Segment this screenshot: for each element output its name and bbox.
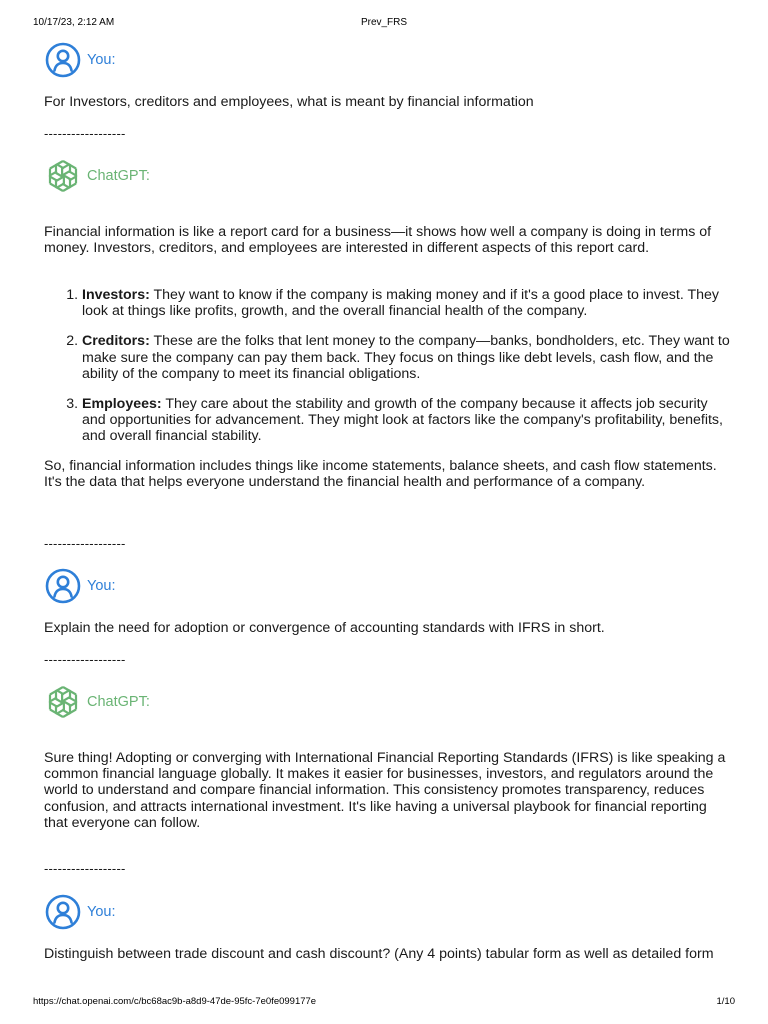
chatgpt-message-1-intro: Financial information is like a report card for a business—it shows how well a company is doing in terms of money. Investors, creditors, and employees are interested in different aspects of this report card. xyxy=(44,224,712,257)
list-item xyxy=(82,396,734,445)
page-number: 1/10 xyxy=(716,996,735,1007)
user-message-3: Distinguish between trade discount and cash discount? (Any 4 points) tabular form as well as detailed form xyxy=(44,946,714,962)
user-avatar-icon xyxy=(44,893,82,931)
openai-logo-icon xyxy=(44,683,82,721)
openai-logo-icon xyxy=(44,157,82,195)
print-footer xyxy=(33,996,735,1008)
print-datetime: 10/17/23, 2:12 AM xyxy=(33,17,115,28)
list-item-text: These are the folks that lent money to the company—banks, bondholders, etc. They want to make sure the company can pay them back. They focus on things like debt levels, cash flow, and the ability of the company to meet its financial obligations. xyxy=(82,333,730,382)
divider: ------------------ xyxy=(44,652,126,667)
user-avatar-icon xyxy=(44,567,82,605)
list-item-term: Employees: xyxy=(82,396,162,413)
user-speaker-1 xyxy=(44,42,116,78)
chatgpt-speaker-2 xyxy=(44,684,150,720)
divider: ------------------ xyxy=(44,536,126,551)
user-speaker-3 xyxy=(44,894,116,930)
list-item-term: Creditors: xyxy=(82,333,150,350)
list-item xyxy=(82,333,734,382)
divider: ------------------ xyxy=(44,861,126,876)
user-message-2: Explain the need for adoption or convergence of accounting standards with IFRS in short. xyxy=(44,620,605,636)
chatgpt-message-2: Sure thing! Adopting or converging with International Financial Reporting Standards (IFRS) is like speaking a common financial language globally. It makes it easier for businesses, investors, and regulators around the world to understand and compare financial information. This consistency promotes transparency, reduces confusion, and attracts international investment. It's like having a universal playbook for financial reporting that everyone can follow. xyxy=(44,750,726,831)
list-item-text: They care about the stability and growth of the company because it affects job security and opportunities for advancement. They might look at factors like the company's profitability, benefits, and overall financial stability. xyxy=(82,396,723,445)
list-item xyxy=(82,287,734,319)
chatgpt-message-1-list xyxy=(44,287,734,459)
print-title: Prev_FRS xyxy=(360,17,408,28)
divider: ------------------ xyxy=(44,126,126,141)
speaker-label: You: xyxy=(87,52,116,68)
speaker-label: You: xyxy=(87,904,116,920)
answer-list xyxy=(44,287,734,445)
list-item-text: They want to know if the company is making money and if it's a good place to invest. They look at things like profits, growth, and the overall financial health of the company. xyxy=(82,287,720,320)
chatgpt-speaker-1 xyxy=(44,158,150,194)
list-item-term: Investors: xyxy=(82,287,150,303)
user-speaker-2 xyxy=(44,568,116,604)
print-url: https://chat.openai.com/c/bc68ac9b-a8d9-47de-95fc-7e0fe099177e xyxy=(33,996,317,1007)
speaker-label: ChatGPT: xyxy=(87,168,150,184)
user-message-1: For Investors, creditors and employees, what is meant by financial information xyxy=(44,94,534,110)
user-avatar-icon xyxy=(44,41,82,79)
chatgpt-message-1-outro: So, financial information includes things like income statements, balance sheets, and cash flow statements. It's the data that helps everyone understand the financial health and performance of a company. xyxy=(44,458,717,491)
speaker-label: ChatGPT: xyxy=(87,694,150,710)
print-header xyxy=(33,17,735,29)
speaker-label: You: xyxy=(87,578,116,594)
